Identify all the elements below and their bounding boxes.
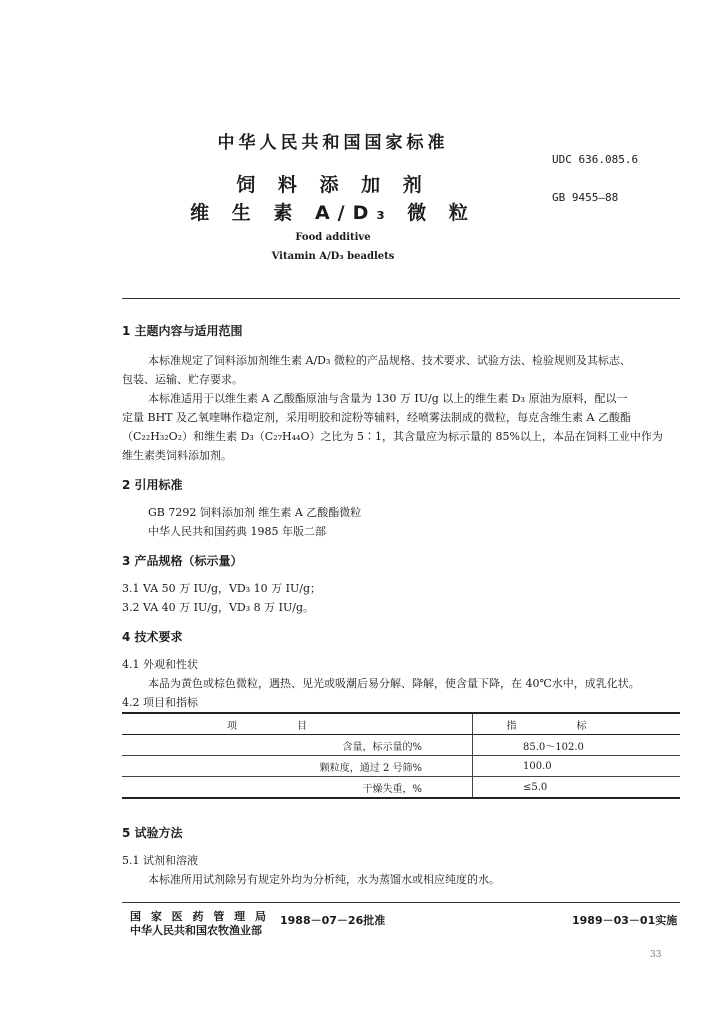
section-3-heading: 3 产品规格（标示量） [122,554,243,568]
table-cell-value: 85.0～102.0 [473,735,681,756]
table-cell-item: 颗粒度，通过 2 号筛% [122,756,473,777]
chinese-title-line1: 饲 料 添 加 剂 [236,174,430,196]
section-1-heading: 1 主题内容与适用范围 [122,324,243,338]
footer-org-line1: 国 家 医 药 管 理 局 [130,910,269,923]
page-number: 33 [650,950,662,960]
table-cell-value: ≤5.0 [473,777,681,799]
header-divider [122,298,680,299]
section-5-heading: 5 试验方法 [122,826,183,840]
effective-date: 1989－03－01实施 [572,914,678,927]
reagent-text: 本标准所用试剂除另有规定外均为分析纯，水为蒸馏水或相应纯度的水。 [148,873,500,886]
approval-date: 1988－07－26批准 [280,914,386,927]
gb-code: GB 9455—88 [552,191,619,204]
s1-paragraph-line: 包装、运输、贮存要求。 [122,373,243,386]
table-row [122,735,680,756]
s1-paragraph-line: 维生素类饲料添加剂。 [122,449,232,462]
section-4-heading: 4 技术要求 [122,630,183,644]
table-header-index: 指标 [473,713,681,735]
table-header-item: 项目 [122,713,473,735]
reference-standard-item: 中华人民共和国药典 1985 年版二部 [148,525,326,538]
footer-org-line2: 中华人民共和国农牧渔业部 [130,924,262,937]
appearance-text: 本品为黄色或棕色微粒，遇热、见光或吸潮后易分解、降解，使含量下降，在 40℃水中，成乳化状。 [148,677,640,690]
table-cell-item: 含量，标示量的% [122,735,473,756]
s1-paragraph-line: 本标准适用于以维生素 A 乙酸酯原油与含量为 130 万 IU/g 以上的维生素 D₃ 原油为原料，配以一 [148,392,628,405]
s1-paragraph-line: （C₂₂H₃₂O₂）和维生素 D₃（C₂₇H₄₄O）之比为 5∶1，其含量应为标示量的 85%以上，本品在饲料工业中作为 [122,430,663,443]
s1-paragraph-line: 本标准规定了饲料添加剂维生素 A/D₃ 微粒的产品规格、技术要求、试验方法、检验规则及其标志、 [148,354,631,367]
table-cell-item: 干燥失重，% [122,777,473,799]
table-header-row [122,713,680,735]
spec-table [122,712,680,799]
section-2-heading: 2 引用标准 [122,478,183,492]
english-title-line2: Vitamin A/D₃ beadlets [271,251,395,262]
spec-item-3-2: 3.2 VA 40 万 IU/g，VD₃ 8 万 IU/g。 [122,601,315,614]
reference-standard-item: GB 7292 饲料添加剂 维生素 A 乙酸酯微粒 [148,506,362,519]
udc-code: UDC 636.085.6 [552,153,639,166]
subsection-5-1: 5.1 试剂和溶液 [122,854,198,867]
english-title-line1: Food additive [295,232,371,243]
standard-title: 中华人民共和国国家标准 [217,133,449,153]
table-row [122,756,680,777]
subsection-4-2: 4.2 项目和指标 [122,696,198,709]
s1-paragraph-line: 定量 BHT 及乙氧喹啉作稳定剂，采用明胶和淀粉等辅料，经喷雾法制成的微粒，每克含维生素 A 乙酸酯 [122,411,631,424]
table-cell-value: 100.0 [473,756,681,777]
table-row [122,777,680,799]
chinese-title-line2: 维 生 素 A/D₃ 微 粒 [190,202,476,224]
subsection-4-1: 4.1 外观和性状 [122,658,198,671]
spec-item-3-1: 3.1 VA 50 万 IU/g，VD₃ 10 万 IU/g； [122,582,322,595]
footer-divider [122,902,680,903]
